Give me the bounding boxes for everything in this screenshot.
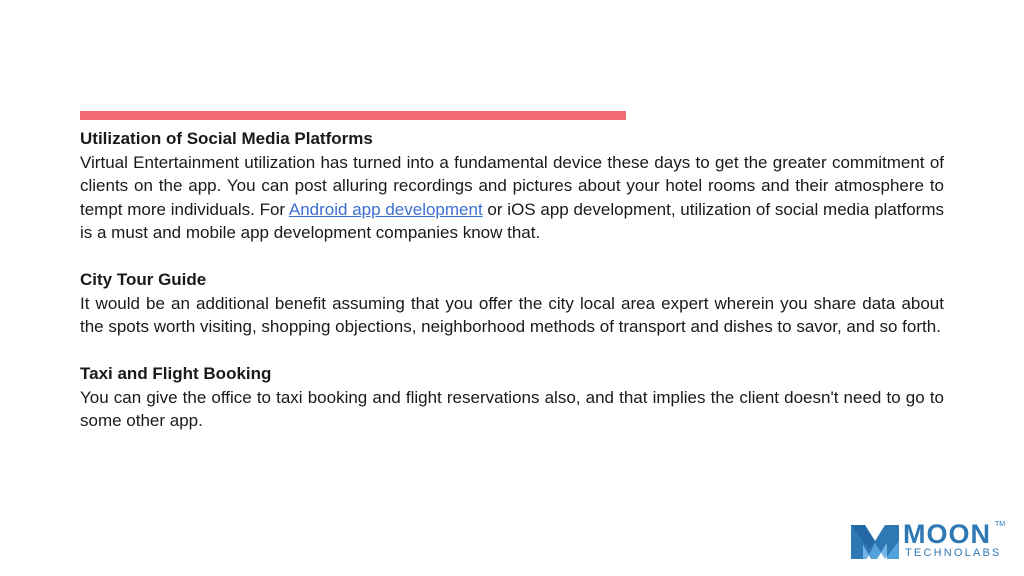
section-body: It would be an additional benefit assuming that you offer the city local area expert wherein you share data about the spots worth visiting, shopping objections, neighborhood methods of transport and dishes to savor, and so forth. (80, 293, 944, 336)
section-body: You can give the office to taxi booking and flight reservations also, and that implies the client doesn't need to go to some other app. (80, 387, 944, 430)
section-heading: Taxi and Flight Booking (80, 364, 272, 383)
android-app-development-link[interactable]: Android app development (288, 199, 483, 219)
section-heading: City Tour Guide (80, 270, 207, 289)
moon-technolabs-logo (851, 519, 1006, 561)
body-text: or iOS app development, utilization of social media platforms is a must and mobile app development companies know that. (80, 199, 944, 242)
content (80, 127, 944, 456)
logo-mark-icon (851, 521, 899, 559)
logo-trademark: TM (995, 521, 1006, 528)
section-body (80, 151, 944, 245)
logo-subtitle: TECHNOLABS (905, 547, 1002, 559)
section-social-media (80, 127, 944, 245)
section-taxi-flight (80, 362, 944, 433)
logo-wordmark: MOON (903, 519, 991, 549)
section-city-tour (80, 268, 944, 339)
accent-bar (80, 111, 626, 120)
body-text: Virtual Entertainment utilization has turned into a fundamental device these days to get the greater commitment of clients on the app. You can post alluring recordings and pictures about your hotel rooms and their atmosphere to tempt more individuals. For (80, 152, 944, 219)
section-heading: Utilization of Social Media Platforms (80, 129, 373, 148)
